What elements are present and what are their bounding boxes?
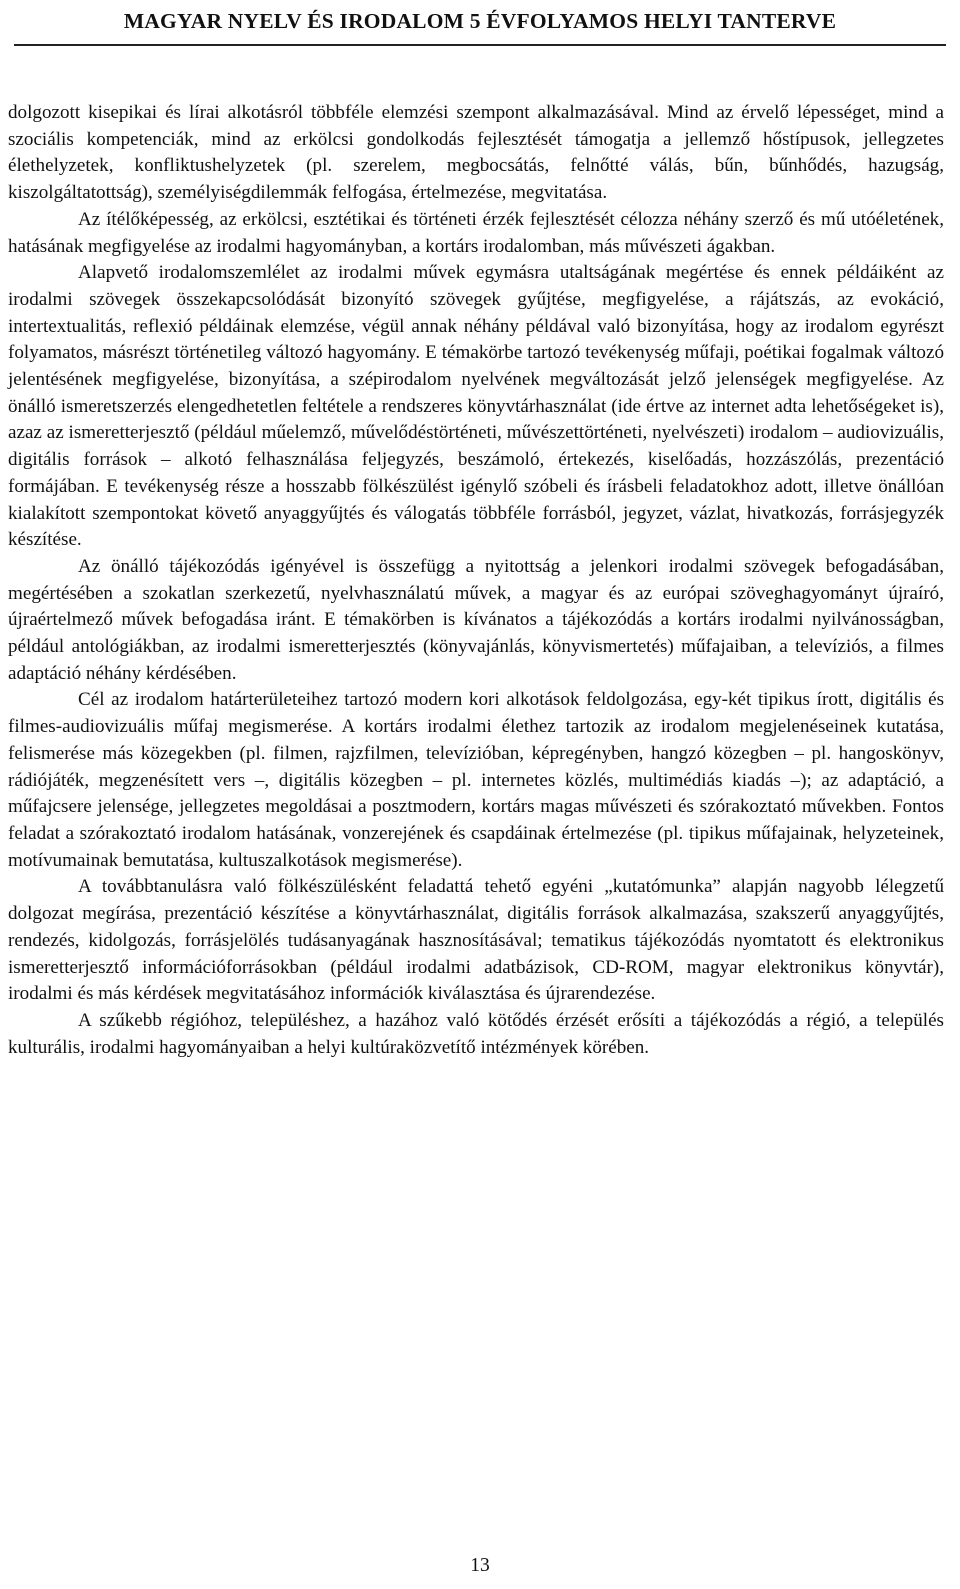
document-body bbox=[8, 100, 944, 1061]
paragraph: A továbbtanulásra való fölkészülésként feladattá tehető egyéni „kutatómunka” alapján nagyobb lélegzetű dolgozat megírása, prezentáció készítése a könyvtárhasználat, digitális források alkalmazása, szakszerű anyaggyűjtés, rendezés, kidolgozás, forrásjelölés tudásanyagának hasznosításával; tematikus tájékozódás nyomtatott és elektronikus ismeretterjesztő információforrásokban (például irodalmi adatbázisok, CD-ROM, magyar elektronikus könyvtár), irodalmi és más kérdések megvitatásához információk kiválasztása és újrarendezése. bbox=[8, 876, 944, 1005]
header-title: MAGYAR NYELV ÉS IRODALOM 5 ÉVFOLYAMOS HELYI TANTERVE bbox=[123, 9, 837, 33]
paragraph: Az ítélőképesség, az erkölcsi, esztétikai és történeti érzék fejlesztését célozza néhány szerző és mű utóéletének, hatásának megfigyelése az irodalmi hagyományban, a kortárs irodalomban, más művészeti ágakban. bbox=[8, 208, 944, 257]
paragraph: A szűkebb régióhoz, településhez, a hazához való kötődés érzését erősíti a tájékozódás a régió, a település kulturális, irodalmi hagyományaiban a helyi kultúraközvetítő intézmények körében. bbox=[8, 1009, 944, 1058]
page-number: 13 bbox=[470, 1555, 490, 1576]
paragraph: dolgozott kisepikai és lírai alkotásról többféle elemzési szempont alkalmazásával. Mind az érvelő lépességet, mind a szociális kompetenciák, mind az erkölcsi gondolkodás fejlesztését támogatja a jellemző hőstípusok, jellegzetes élethelyzetek, konfliktushelyzetek (pl. szerelem, megbocsátás, felnőtté válás, bűn, bűnhődés, hazugság, kiszolgáltatottság), személyiségdilemmák felfogása, értelmezése, megvitatása. bbox=[8, 102, 944, 204]
paragraph: Cél az irodalom határterületeihez tartozó modern kori alkotások feldolgozása, egy-két tipikus írott, digitális és filmes-audiovizuális műfaj megismerése. A kortárs irodalmi élethez tartozik az irodalom megjelenéseinek kutatása, felismerése más közegekben (pl. filmen, rajzfilmen, televízióban, képregényben, hangzó közegben – pl. hangoskönyv, rádiójáték, megzenésített vers –, digitális közegben – pl. internetes közlés, multimédiás kiadás –); az adaptáció, a műfajcsere jelensége, jellegzetes megoldásai a posztmodern, kortárs magas művészeti és szórakoztató művekben. Fontos feladat a szórakoztató irodalom hatásának, vonzerejének és csapdáinak értelmezése (pl. tipikus műfajainak, helyzeteinek, motívumainak bemutatása, kultuszalkotások megismerése). bbox=[8, 689, 944, 871]
page-header bbox=[14, 6, 946, 46]
paragraph: Alapvető irodalomszemlélet az irodalmi művek egymásra utaltságának megértése és ennek példáiként az irodalmi szövegek összekapcsolódását bizonyító szövegek gyűjtése, megfigyelése, a rájátszás, az evokáció, intertextualitás, reflexió példáinak elemzése, végül annak néhány példával való bizonyítása, hogy az irodalom egyrészt folyamatos, másrészt történetileg változó hagyomány. E témakörbe tartozó tevékenység műfaji, poétikai fogalmak változó jelentésének megfigyelése, bizonyítása, a szépirodalom nyelvének megváltozását jelző jelenségek megfigyelése. Az önálló ismeretszerzés elengedhetetlen feltétele a rendszeres könyvtárhasználat (ide értve az internet adta lehetőségeket is), azaz az ismeretterjesztő (például műelemző, művelődéstörténeti, művészettörténeti, nyelvészeti) irodalom – audiovizuális, digitális források – alkotó felhasználása feljegyzés, beszámoló, értekezés, kiselőadás, hozzászólás, prezentáció formájában. E tevékenység része a hosszabb fölkészülést igénylő szóbeli és írásbeli feladatokhoz adott, illetve önállóan kialakított szempontokat követő anyaggyűjtés és válogatás többféle forrásból, jegyzet, vázlat, hivatkozás, forrásjegyzék készítése. bbox=[8, 262, 944, 551]
paragraph: Az önálló tájékozódás igényével is összefügg a nyitottság a jelenkori irodalmi szövegek befogadásában, megértésében a szokatlan szerkezetű, nyelvhasználatú művek, a magyar és az európai szöveghagyományt újraíró, újraértelmező művek befogadása iránt. E témakörben is kívánatos a tájékozódás a kortárs irodalmi nyilvánosságban, például antológiákban, az irodalmi ismeretterjesztés (könyvajánlás, könyvismertetés) műfajaiban, a televíziós, a filmes adaptáció néhány kérdésében. bbox=[8, 555, 944, 684]
